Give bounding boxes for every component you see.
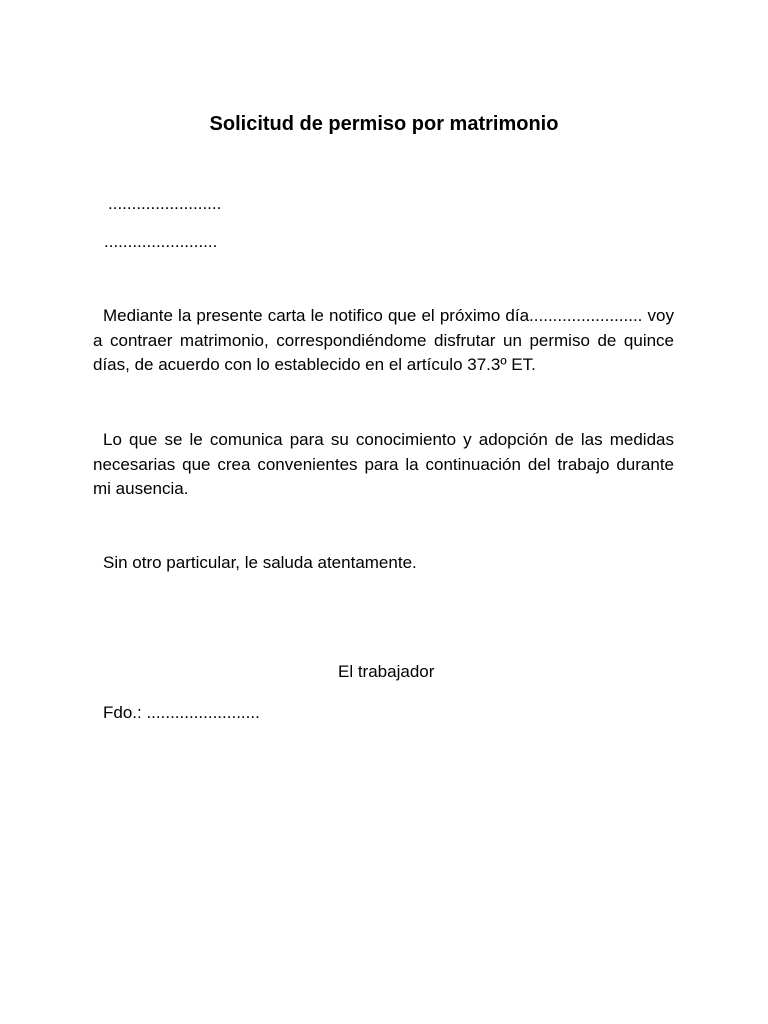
paragraph-notification: Mediante la presente carta le notifico que el próximo día........................ voy a contraer matrimonio, correspondiéndome disfrutar un permiso de quince días, de acuerdo con lo establecido en el artículo 37.3º ET. bbox=[93, 306, 674, 374]
paragraph-communication: Lo que se le comunica para su conocimiento y adopción de las medidas necesarias que crea convenientes para la continuación del trabajo durante mi ausencia. bbox=[93, 430, 674, 498]
signer-label: El trabajador bbox=[338, 662, 435, 681]
closing-text: Sin otro particular, le saluda atentamente. bbox=[103, 553, 417, 572]
recipient-line-1: ........................ bbox=[108, 194, 222, 213]
recipient-line-2: ........................ bbox=[104, 232, 218, 251]
document-title: Solicitud de permiso por matrimonio bbox=[209, 113, 559, 135]
signature-line: Fdo.: ........................ bbox=[103, 703, 260, 722]
